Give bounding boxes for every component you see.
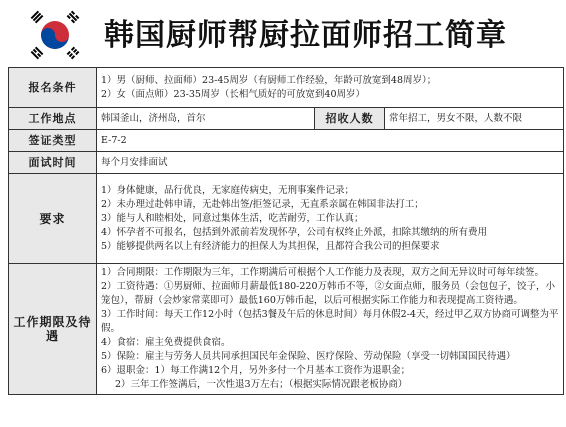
demand-item: 5）能够提供两名以上有经济能力的担保人为其担保，且都符合我公司的担保要求 bbox=[101, 240, 440, 252]
demand-item: 4）怀孕者不可报名，包括到外派前若发现怀孕，公司有权终止外派，扣除其缴纳的所有费用 bbox=[101, 226, 488, 238]
period-label: 工作期限及待遇 bbox=[9, 264, 97, 395]
page-title: 韩国厨师帮厨拉面师招工简章 bbox=[104, 18, 507, 53]
demands-label: 要求 bbox=[9, 174, 97, 264]
period-item: 2）三年工作签满后，一次性退3万左右；（根据实际情况跟老板协商） bbox=[115, 379, 408, 390]
row-demands bbox=[9, 174, 564, 264]
demand-item: 2）未办理过赴韩申请，无赴韩出签/拒签记录，无直系亲属在韩国非法打工； bbox=[101, 198, 424, 210]
recruitment-table bbox=[8, 67, 564, 395]
korean-flag-icon bbox=[28, 8, 82, 62]
requirements-cell bbox=[97, 68, 564, 108]
interview-label: 面试时间 bbox=[9, 152, 97, 174]
period-item: 1）合同期限：工作期限为三年，工作期满后可根据个人工作能力及表现，双方之间无异议时可每年续签。 bbox=[101, 267, 545, 278]
requirement-item: 2）女（面点师）23-35周岁（长相气质好的可放宽到40周岁） bbox=[101, 88, 366, 100]
row-requirements bbox=[9, 68, 564, 108]
period-item: 3）工作时间：每天工作12小时（包括3餐及午后的休息时间）每月休假2-4天，经过甲乙双方协商可调整为平假。 bbox=[101, 309, 559, 334]
demand-item: 1）身体健康，品行优良，无家庭传病史，无刑事案件记录； bbox=[101, 184, 355, 196]
visa-label: 签证类型 bbox=[9, 130, 97, 152]
location-value: 韩国釜山，济州岛，首尔 bbox=[97, 108, 315, 130]
row-period bbox=[9, 264, 564, 395]
demand-item: 3）能与人和睦相处，同意过集体生活，吃苦耐劳，工作认真； bbox=[101, 212, 364, 224]
row-visa bbox=[9, 130, 564, 152]
period-item: 5）保险：雇主与劳务人员共同承担国民年金保险、医疗保险、劳动保险（享受一切韩国国民待遇） bbox=[101, 351, 516, 362]
row-interview bbox=[9, 152, 564, 174]
headcount-value: 常年招工，男女不限，人数不限 bbox=[385, 108, 564, 130]
interview-value: 每个月安排面试 bbox=[97, 152, 564, 174]
headcount-label: 招收人数 bbox=[315, 108, 385, 130]
row-location bbox=[9, 108, 564, 130]
header bbox=[0, 0, 566, 68]
period-cell bbox=[97, 264, 564, 395]
requirement-item: 1）男（厨师、拉面师）23-45周岁（有厨师工作经验，年龄可放宽到48周岁）； bbox=[101, 74, 437, 86]
requirements-label: 报名条件 bbox=[9, 68, 97, 108]
demands-cell bbox=[97, 174, 564, 264]
period-item: 6）退职金：1）每工作满12个月，另外多付一个月基本工资作为退职金； bbox=[101, 365, 411, 376]
visa-value: E-7-2 bbox=[97, 130, 564, 152]
period-item: 2）工资待遇：①男厨师、拉面师月薪最低180-220万韩币不等，②女面点师，服务员（会包包子，饺子，小笼包），帮厨（会炒家常菜即可）最低160万韩币起，以后可根据实际工作能力和表现提高工资待遇。 bbox=[101, 281, 556, 306]
location-label: 工作地点 bbox=[9, 108, 97, 130]
period-item: 4）食宿：雇主免费提供食宿。 bbox=[101, 337, 231, 348]
